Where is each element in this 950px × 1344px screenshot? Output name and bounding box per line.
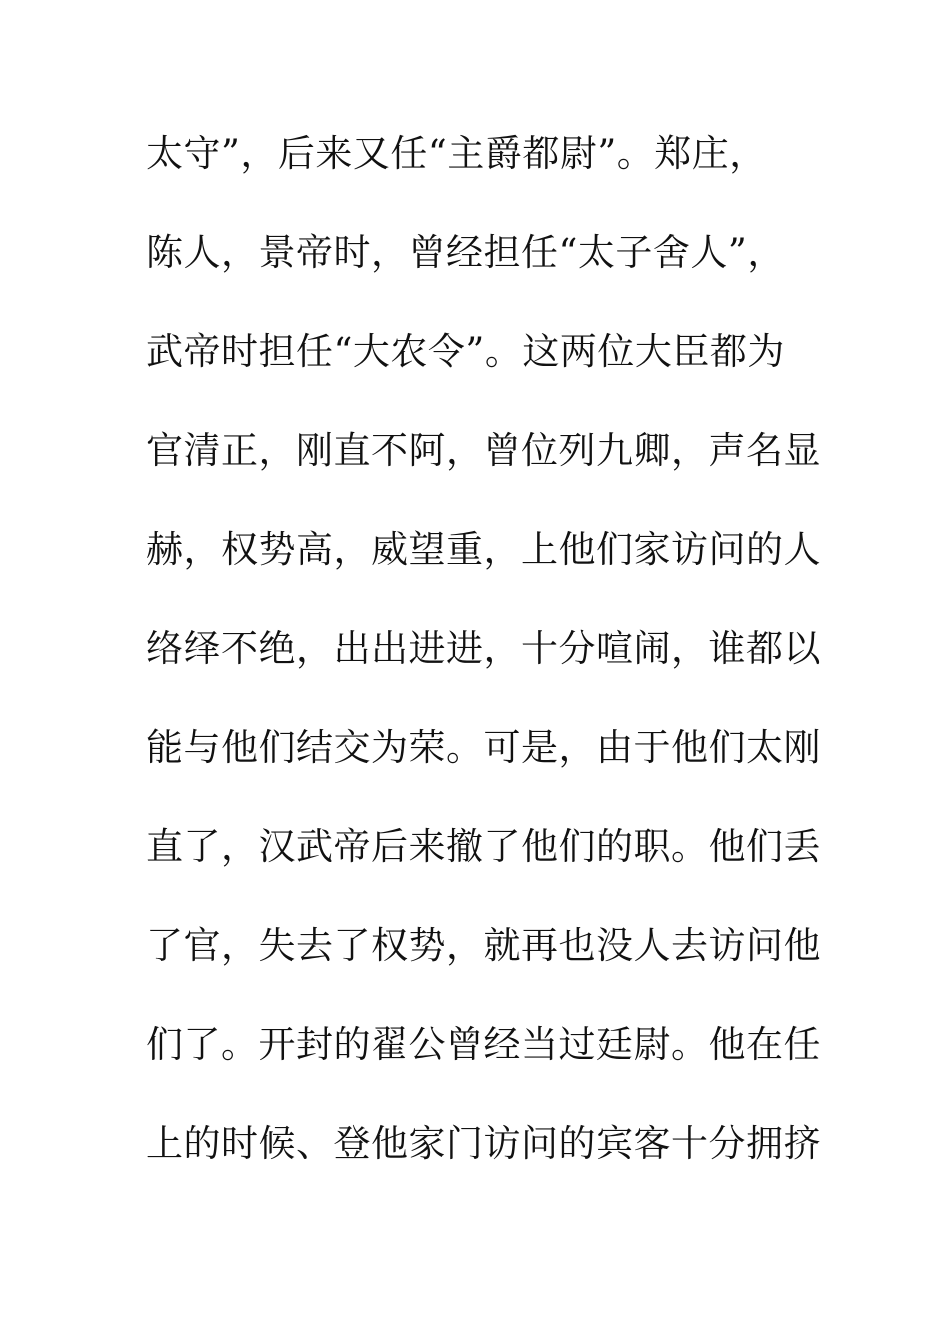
text-line: 武帝时担任“大农令”。这两位大臣都为 [146, 330, 785, 373]
text-line: 太守”，后来又任“主爵都尉”。郑庄， [146, 132, 767, 175]
text-line: 络绎不绝，出出进进，十分喧闹，谁都以 [146, 627, 821, 670]
text-line: 们了。开封的翟公曾经当过廷尉。他在任 [146, 1023, 821, 1066]
text-line: 官清正，刚直不阿，曾位列九卿，声名显 [146, 429, 821, 472]
text-line: 能与他们结交为荣。可是，由于他们太刚 [146, 726, 821, 769]
text-line: 直了，汉武帝后来撤了他们的职。他们丢 [146, 825, 821, 868]
text-line: 了官，失去了权势，就再也没人去访问他 [146, 924, 821, 967]
body-text [146, 122, 826, 1211]
text-line: 陈人，景帝时，曾经担任“太子舍人”， [146, 231, 785, 274]
text-line: 赫，权势高，威望重，上他们家访问的人 [146, 528, 821, 571]
text-line: 上的时候、登他家门访问的宾客十分拥挤 [146, 1122, 821, 1165]
